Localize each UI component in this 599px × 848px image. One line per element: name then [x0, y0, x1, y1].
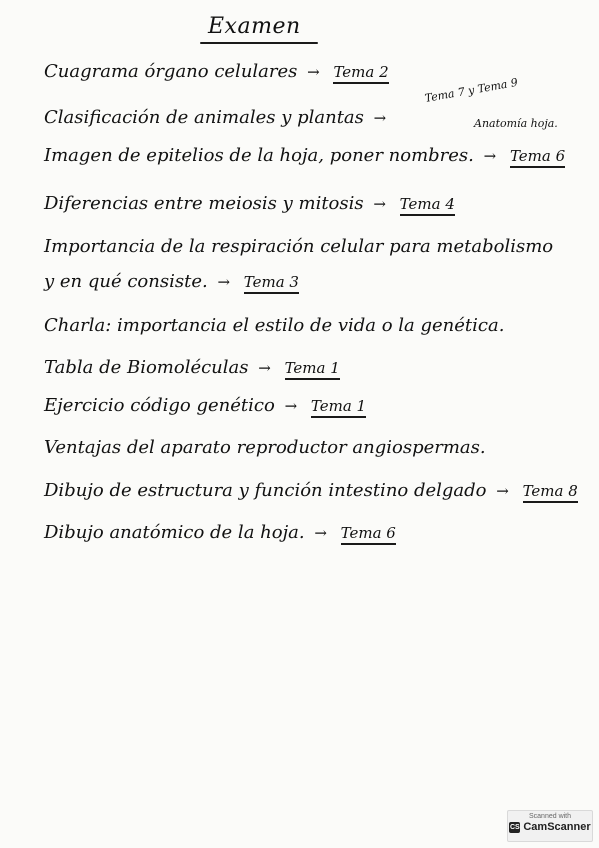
exam-line-2	[44, 108, 390, 128]
topic-reference: Tema 6	[510, 148, 565, 168]
exam-line-5	[44, 237, 553, 257]
exam-line-6	[44, 272, 299, 294]
arrow-icon: →	[483, 147, 497, 165]
page-title: Examen	[208, 14, 301, 39]
title-underline	[200, 42, 318, 44]
camscanner-text: CamScanner	[523, 821, 591, 833]
exam-line-text: Charla: importancia el estilo de vida o la genética.	[44, 315, 505, 336]
exam-line-text: Importancia de la respiración celular para metabolismo	[44, 236, 554, 257]
exam-line-4	[44, 194, 455, 216]
arrow-icon: →	[258, 359, 271, 377]
scanned-with-label: Scanned with	[528, 813, 572, 820]
arrow-icon: →	[217, 273, 231, 291]
exam-line-3	[44, 146, 565, 168]
arrow-icon: →	[496, 482, 509, 500]
arrow-icon: →	[284, 397, 298, 415]
camscanner-logo-icon: CS	[509, 823, 520, 831]
topic-reference: Tema 4	[400, 196, 455, 216]
topic-reference: Tema 1	[285, 360, 340, 380]
exam-line-text: Diferencias entre meiosis y mitosis	[44, 193, 364, 214]
topic-reference: Tema 1	[311, 398, 366, 418]
exam-line-10	[44, 438, 486, 458]
topic-reference: Tema 8	[523, 483, 578, 503]
exam-line-7	[44, 316, 504, 336]
topic-reference: Tema 3	[244, 274, 299, 294]
exam-line-text: Cuagrama órgano celulares	[44, 61, 298, 82]
exam-line-text: y en qué consiste.	[44, 271, 208, 292]
arrow-icon: →	[373, 195, 386, 213]
exam-line-9	[44, 396, 366, 418]
camscanner-badge	[507, 810, 593, 842]
exam-line-text: Ventajas del aparato reproductor angiospermas.	[44, 437, 486, 458]
exam-line-text: Imagen de epitelios de la hoja, poner nombres.	[44, 145, 474, 166]
exam-line-1	[44, 62, 389, 84]
exam-line-text: Clasificación de animales y plantas	[44, 107, 364, 128]
exam-line-11	[44, 481, 578, 503]
exam-line-text: Dibujo anatómico de la hoja.	[44, 522, 305, 543]
topic-reference: Tema 2	[333, 64, 388, 84]
exam-line-text: Tabla de Biomoléculas	[44, 357, 249, 378]
exam-line-text: Dibujo de estructura y función intestino delgado	[44, 480, 487, 501]
topic-reference: Tema 6	[341, 525, 396, 545]
arrow-icon: →	[373, 109, 387, 127]
exam-line-12	[44, 523, 396, 545]
annotation-note: Anatomía hoja.	[474, 117, 558, 130]
camscanner-brand	[508, 821, 592, 833]
arrow-icon: →	[307, 63, 320, 81]
exam-line-8	[44, 358, 340, 380]
topic-reference-rotated: Tema 7 y Tema 9	[423, 75, 519, 105]
arrow-icon: →	[314, 524, 327, 542]
exam-line-text: Ejercicio código genético	[44, 395, 275, 416]
